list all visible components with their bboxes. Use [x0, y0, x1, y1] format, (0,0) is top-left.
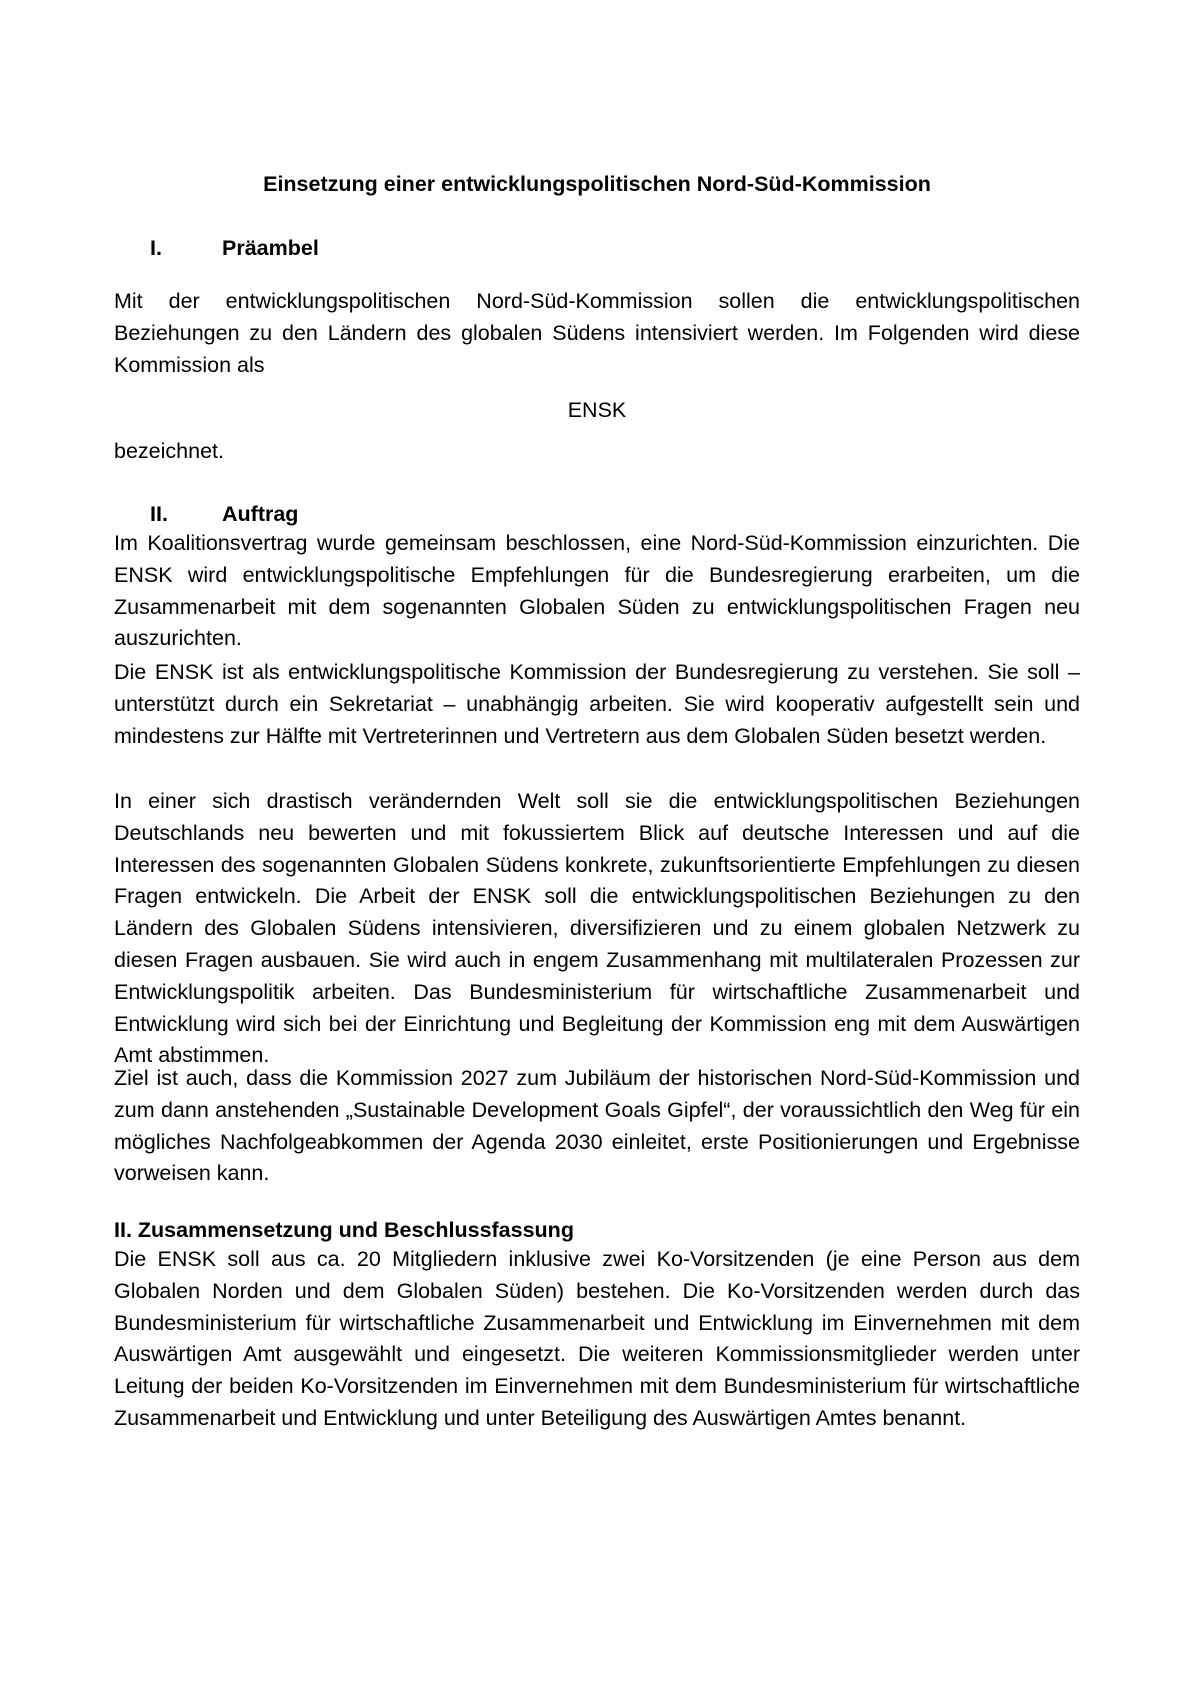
paragraph: Die ENSK ist als entwicklungspolitische Kommission der Bundesregierung zu verstehen. Sie soll – unterstützt durch ein Sekretariat – unabhängig arbeiten. Sie wird kooperativ aufgestellt sein und mindestens zur Hälfte mit Vertreterinnen und Vertretern aus dem Globalen Süden besetzt werden. — [114, 660, 1080, 748]
section-number: I. — [150, 236, 162, 260]
paragraph: In einer sich drastisch verändernden Welt soll sie die entwicklungspolitischen Beziehungen Deutschlands neu bewerten und mit fokussiertem Blick auf deutsche Interessen und auf die Interessen des sogenannten Globalen Südens konkrete, zukunftsorientierte Empfehlungen zu diesen Fragen entwickeln. Die Arbeit der ENSK soll die entwicklungspolitischen Beziehungen zu den Ländern des Globalen Südens intensivieren, diversifizieren und zu einem globalen Netzwerk zu diesen Fragen ausbauen. Sie wird auch in engem Zusammenhang mit multilateralen Prozessen zur Entwicklungspolitik arbeiten. Das Bundesministerium für wirtschaftliche Zusammenarbeit und Entwicklung wird sich bei der Einrichtung und Begleitung der Kommission eng mit dem Auswärtigen Amt abstimmen. — [114, 789, 1080, 1068]
defined-term: ENSK — [567, 398, 627, 422]
paragraph: bezeichnet. — [114, 439, 224, 463]
document-title: Einsetzung einer entwicklungspolitischen Nord-Süd-Kommission — [263, 172, 931, 196]
section-number: II. — [150, 502, 168, 526]
section-title: Auftrag — [222, 502, 299, 526]
paragraph: Im Koalitionsvertrag wurde gemeinsam beschlossen, eine Nord-Süd-Kommission einzurichten. Die ENSK wird entwicklungspolitische Empfehlungen für die Bundesregierung erarbeiten, um die Zusammenarbeit mit dem sogenannten Globalen Süden zu entwicklungspolitischen Fragen neu auszurichten. — [114, 531, 1080, 651]
paragraph: Mit der entwicklungspolitischen Nord-Süd-Kommission sollen die entwicklungspolitischen Beziehungen zu den Ländern des globalen Südens intensiviert werden. Im Folgenden wird diese Kommission als — [114, 289, 1080, 377]
paragraph: Die ENSK soll aus ca. 20 Mitgliedern inklusive zwei Ko-Vorsitzenden (je eine Person aus dem Globalen Norden und dem Globalen Süden) bestehen. Die Ko-Vorsitzenden werden durch das Bundesministerium für wirtschaftliche Zusammenarbeit und Entwicklung im Einvernehmen mit dem Auswärtigen Amt ausgewählt und eingesetzt. Die weiteren Kommissionsmitglieder werden unter Leitung der beiden Ko-Vorsitzenden im Einvernehmen mit dem Bundesministerium für wirtschaftliche Zusammenarbeit und Entwicklung und unter Beteiligung des Auswärtigen Amtes benannt. — [114, 1247, 1080, 1430]
section-title: Präambel — [222, 236, 319, 260]
document-page — [114, 0, 1080, 1684]
section-title: II. Zusammensetzung und Beschlussfassung — [114, 1218, 574, 1242]
paragraph: Ziel ist auch, dass die Kommission 2027 zum Jubiläum der historischen Nord-Süd-Kommission und zum dann anstehenden „Sustainable Development Goals Gipfel“, der voraussichtlich den Weg für ein mögliches Nachfolgeabkommen der Agenda 2030 einleitet, erste Positionierungen und Ergebnisse vorweisen kann. — [114, 1066, 1080, 1186]
